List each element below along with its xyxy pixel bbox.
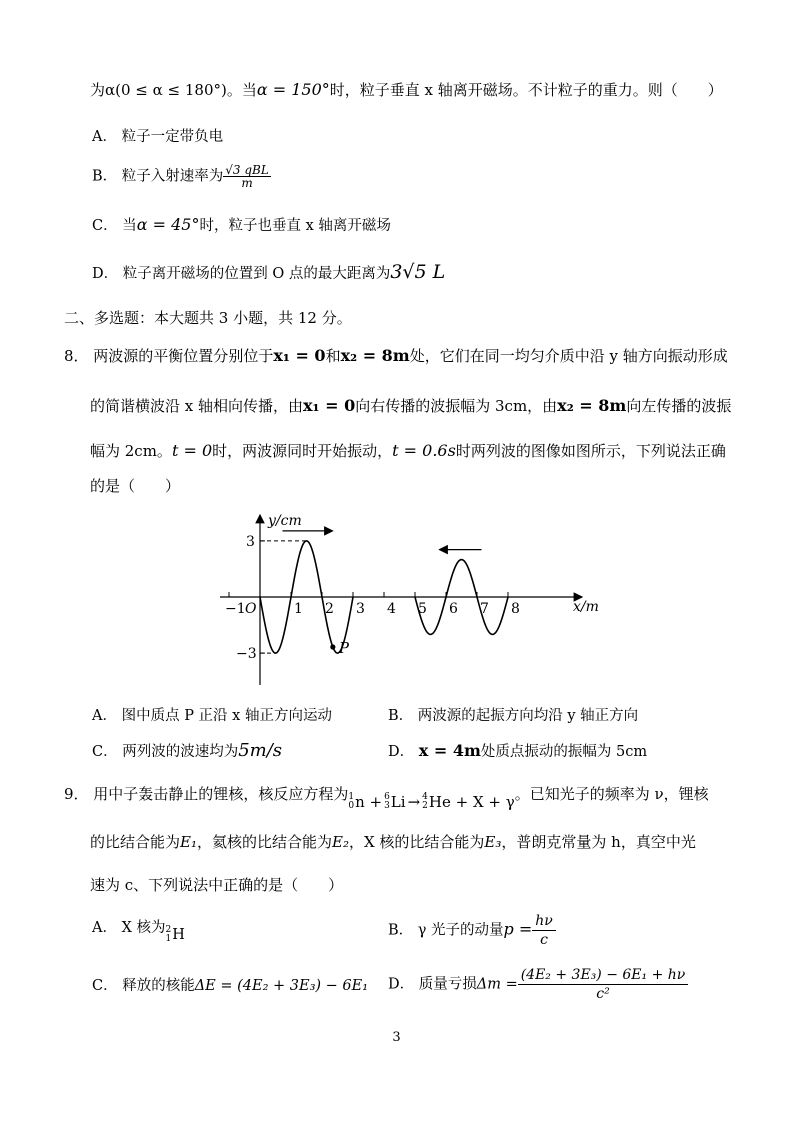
q8-line2 [90,396,731,416]
q8-l3-c: 时两列波的图像如图所示，下列说法正确 [455,442,726,460]
q9-option-b [388,912,556,949]
q7-option-b-fraction [223,164,271,189]
q8-l1-m1: x₁ = 0 [273,346,326,365]
q8-l2-b: 向右传播的波振幅为 3cm，由 [355,397,558,415]
q8-option-c [92,741,282,762]
q8-l2-c: 向左传播的波振 [626,397,732,415]
x-tick-label: −1 [225,601,246,617]
x-tick-label: 3 [356,601,365,617]
q8-option-d-math: x = 4m [418,741,481,760]
q9-option-d-den: c² [596,986,610,1002]
q7-option-b-text: B． 粒子入射速率为 [92,168,224,185]
q7-option-a: A． 粒子一定带负电 [92,129,224,145]
q9-option-d-fraction [518,966,689,1003]
point-p-marker [330,644,335,649]
q7-option-b [92,164,271,189]
q8-option-c-math: 5m/s [238,740,283,761]
wave-chart [200,505,620,700]
q7-stem-line [90,80,723,100]
q9-line2 [90,832,696,852]
q8-l1-b: 和 [325,347,341,365]
page-number: 3 [392,1030,401,1045]
q8-l2-m2: x₂ = 8m [557,396,627,415]
x-tick-label: 7 [480,601,489,617]
q8-l2-a: 的简谐横波沿 x 轴相向传播，由 [90,397,303,415]
q9-l2-c: ，X 核的比结合能为 [348,833,485,851]
y-tick-label: −3 [236,646,257,663]
q7-option-b-den: m [241,176,253,190]
q8-option-b: B． 两波源的起振方向均沿 y 轴正方向 [388,708,639,724]
q9-option-c-math: ΔE = (4E₂ + 3E₃) − 6E₁ [194,978,369,994]
q9-option-d-num: (4E₂ + 3E₃) − 6E₁ + hν [518,966,689,985]
y-axis-label: y/cm [268,513,302,529]
q9-l2-e3: E₃ [484,833,502,851]
point-p-label: P [338,638,349,657]
q7-option-d-math: 3√5 L [390,261,446,283]
x-tick-label: 8 [511,601,520,617]
q9-option-b-math: p = [503,919,533,939]
q7-stem-a: 为α(0 ≤ α ≤ 180°)。当 [90,81,257,99]
q7-option-c-pre: C． 当 [92,218,137,234]
q9-option-d [388,966,688,1003]
q8-l2-m1: x₁ = 0 [303,396,356,415]
q8-line3 [90,441,726,461]
q9-l2-d: ，普朗克常量为 h，真空中光 [501,833,696,851]
q9-option-a-pre: A． X 核为 [92,920,166,936]
x-axis-label: x/m [573,599,599,615]
q9-line3: 速为 c、下列说法中正确的是（ ） [90,876,344,894]
section-heading: 二、多选题：本大题共 3 小题，共 12 分。 [64,309,352,327]
q8-l1-c: 处，它们在同一均匀介质中沿 y 轴方向振动形成 [409,347,728,365]
q8-option-d: D． x = 4m处质点振动的振幅为 5cm [388,741,648,760]
q7-stem-math: α = 150° [256,80,330,99]
q8-l3-a: 幅为 2cm。 [90,442,172,460]
q8-line4: 的是（ ） [90,477,181,495]
q7-option-c [92,215,391,236]
q8-line1 [64,346,728,366]
q9-l2-e2: E₂ [332,833,349,851]
q8-option-d-post: 处质点振动的振幅为 5cm [480,744,648,760]
q9-l2-a: 的比结合能为 [90,833,181,851]
q7-option-d [92,262,445,284]
q8-option-a: A． 图中质点 P 正沿 x 轴正方向运动 [92,708,332,724]
x-tick-label: 1 [294,601,303,617]
q9-option-b-den: c [540,932,548,948]
q8-option-c-pre: C． 两列波的波速均为 [92,744,239,760]
y-tick-label: 3 [246,533,255,550]
x-tick-label: 5 [418,601,427,617]
deuterium-symbol: 2 1 H [165,925,185,944]
x-tick-label: 4 [387,601,396,617]
q8-l1-a: 8． 两波源的平衡位置分别位于 [64,347,274,365]
q9-option-d-math: Δm = [476,976,518,993]
q9-l1-b: 。已知光子的频率为 ν，锂核 [514,785,709,803]
q7-option-b-num: √3 qBL [225,163,269,177]
q9-option-b-pre: B． γ 光子的动量 [388,922,504,939]
q9-option-c-pre: C． 释放的核能 [92,978,195,994]
q7-option-c-post: 时，粒子也垂直 x 轴离开磁场 [199,218,391,234]
q8-l3-m1: t = 0 [171,441,213,460]
q9-option-a [92,918,185,945]
q8-l1-m2: x₂ = 8m [340,346,410,365]
q9-line1 [64,784,709,812]
q7-stem-c: 时，粒子垂直 x 轴离开磁场。不计粒子的重力。则（ ） [329,81,723,99]
q9-option-d-pre: D． 质量亏损 [388,976,477,993]
q8-l3-m2: t = 0.6s [392,441,456,460]
q9-l1-a: 9． 用中子轰击静止的锂核，核反应方程为 [64,785,349,803]
q8-l3-b: 时，两波源同时开始振动， [212,442,393,460]
q9-l2-e1: E₁ [180,833,197,851]
q9-option-b-fraction [532,912,556,949]
q9-option-c [92,976,368,996]
q9-l2-b: ，氦核的比结合能为 [196,833,332,851]
nuclear-equation: 1 0 n + 6 3 Li → 4 2 He + X + γ [348,792,515,811]
x-tick-label: 6 [449,601,458,617]
q7-option-c-math: α = 45° [136,215,200,234]
q7-option-d-pre: D． 粒子离开磁场的位置到 O 点的最大距离为 [92,266,391,282]
x-tick-label: O [245,601,257,617]
q9-option-b-num: hν [532,912,556,931]
x-tick-label: 2 [325,601,334,617]
